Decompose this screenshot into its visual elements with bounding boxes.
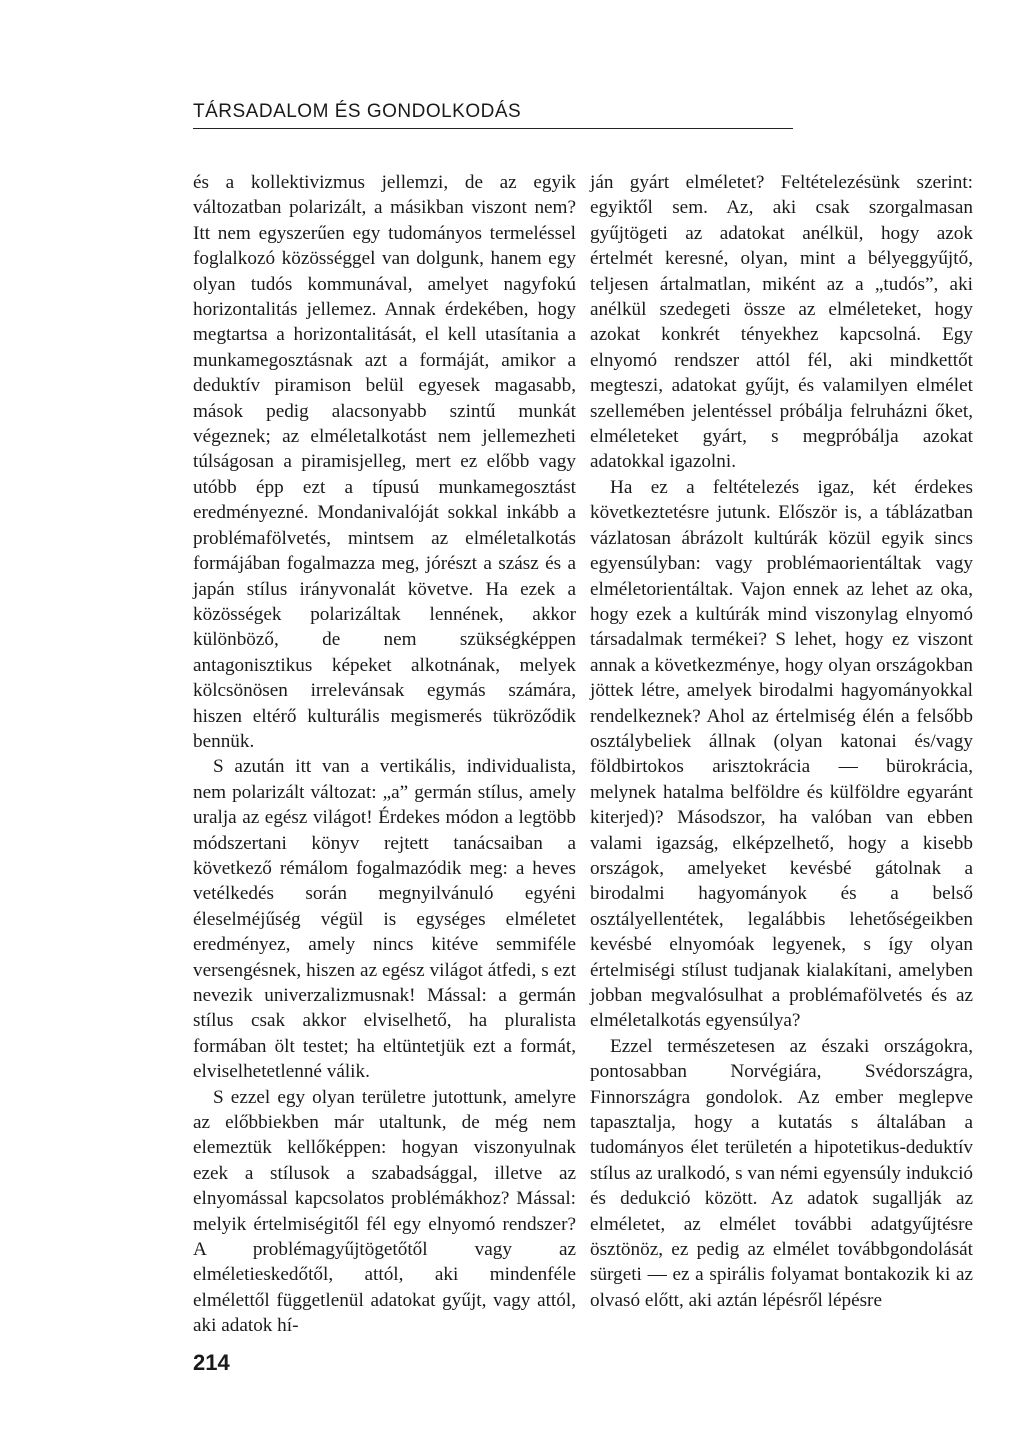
paragraph: S azután itt van a vertikális, individualista, nem polarizált változat: „a” germán stílus, amely uralja az egész világot! Érdekes módon a legtöbb módszertani könyv rejtett tanácsaiban a következő rémálom fogalmazódik meg: a heves vetélkedés során megnyilvánuló egyéni éleselméjűség végül is egységes elméletet eredményez, amely nincs kitéve semmiféle versengésnek, hiszen az egész világot átfedi, s ezt nevezik univerzalizmusnak! Mással: a germán stílus csak akkor elviselhető, ha pluralista formában ölt testet; ha eltüntetjük ezt a formát, elviselhetetlenné válik. [193,756,576,1083]
left-column [193,170,576,1339]
paragraph: ján gyárt elméletet? Feltételezésünk szerint: egyiktől sem. Az, aki csak szorgalmasan gyűjtögeti az adatokat anélkül, hogy azok értelmét keresné, olyan, mint a bélyeggyűjtő, teljesen ártalmatlan, miként az a „tudós”, aki anélkül szedegeti össze az elméleteket, hogy azokat konkrét tényekhez kapcsolná. Egy elnyomó rendszer attól fél, aki mindkettőt megteszi, adatokat gyűjt, és valamilyen elmélet szellemében jelentéssel próbálja felruházni őket, elméleteket gyárt, s megpróbálja azokat adatokkal igazolni. [590,172,973,473]
paragraph: S ezzel egy olyan területre jutottunk, amelyre az előbbiekben már utaltunk, de még nem elemeztük kellőképpen: hogyan viszonyulnak ezek a stílusok a szabadsággal, illetve az elnyomással kapcsolatos problémákhoz? Mással: melyik értelmiségitől fél egy elnyomó rendszer? A problémagyűjtögetőtől vagy az elméletieskedőtől, attól, aki mindenféle elmélettől függetlenül adatokat gyűjt, vagy attól, aki adatok hí- [193,1086,576,1337]
running-header-title: TÁRSADALOM ÉS GONDOLKODÁS [193,101,522,122]
paragraph: Ha ez a feltételezés igaz, két érdekes következtetésre jutunk. Először is, a táblázatban vázlatosan ábrázolt kultúrák közül egyik sincs egyensúlyban: vagy problémaorientáltak vagy elméletorientáltak. Vajon ennek az lehet az oka, hogy ezek a kultúrák mind viszonylag elnyomó társadalmak termékei? S lehet, hogy ez viszont annak a következménye, hogy olyan országokban jöttek létre, amelyek birodalmi hagyományokkal rendelkeznek? Ahol az értelmiség élén a felsőbb osztálybeliek állnak (olyan katonai és/vagy földbirtokos arisztokrácia — bürokrácia, melynek hatalma belföldre és külföldre egyaránt kiterjed)? Másodszor, ha valóban van ebben valami igazság, elképzelhető, hogy a kisebb országok, amelyeket kevésbé gátolnak a birodalmi hagyományok és a belső osztályellentétek, legalábbis lehetőségeikben kevésbé elnyomóak legyenek, s így olyan értelmiségi stílust tudjanak kialakítani, amelyben jobban megvalósulhat a problémafölvetés és az elméletalkotás egyensúlya? [590,476,973,1032]
paragraph: és a kollektivizmus jellemzi, de az egyik változatban polarizált, a másikban viszont nem? Itt nem egyszerűen egy tudományos termeléssel foglalkozó közösséggel van dolgunk, hanem egy olyan tudós kommunával, amelyet nagyfokú horizontalitás jellemez. Annak érdekében, hogy megtartsa a horizontalitását, el kell utasítania a munkamegosztásnak azt a formáját, amikor a deduktív piramison belül egyesek magasabb, mások pedig alacsonyabb szintű munkát végeznek; az elméletalkotást nem jellemezheti túlságosan a piramisjelleg, mert ez előbb vagy utóbb épp ezt a típusú munkamegosztást eredményezné. Mondanivalóját sokkal inkább a problémafölvetés, mintsem az elméletalkotás formájában fogalmazza meg, jórészt a szász és a japán stílus irányvonalát követve. Ha ezek a közösségek polarizáltak lennének, akkor különböző, de nem szükségképpen antagonisztikus képeket alkotnának, melyek kölcsönösen irrelevánsak egymás számára, hiszen eltérő kulturális megismerés tükröződik bennük. [193,172,576,752]
header-rule [193,128,793,129]
right-column [590,170,973,1313]
page-number: 214 [193,1350,230,1375]
paragraph: Ezzel természetesen az északi országokra, pontosabban Norvégiára, Svédországra, Finnországra gondolok. Az ember meglepve tapasztalja, hogy a kutatás s általában a tudományos élet területén a hipotetikus-deduktív stílus az uralkodó, s van némi egyensúly indukció és dedukció között. Az adatok sugallják az elméletet, az elmélet további adatgyűjtésre ösztönöz, ez pedig az elmélet továbbgondolását sürgeti — ez a spirális folyamat bontakozik ki az olvasó előtt, aki aztán lépésről lépésre [590,1035,973,1311]
running-header [193,100,973,129]
